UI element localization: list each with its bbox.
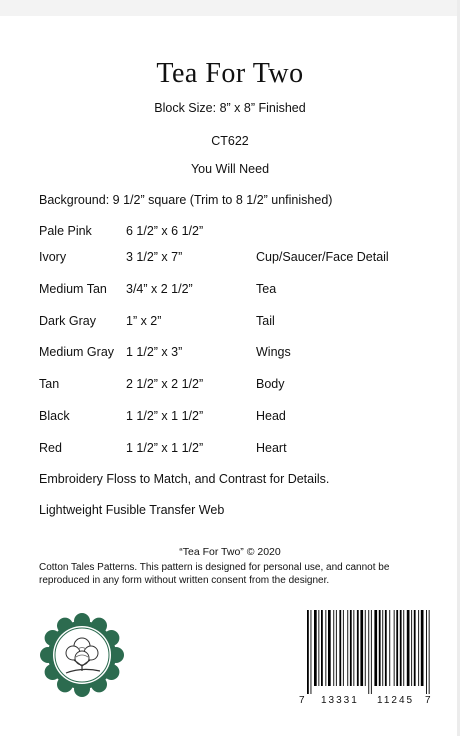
barcode-bar — [382, 610, 383, 686]
barcode-bar — [343, 610, 344, 686]
barcode-bar — [394, 610, 395, 686]
cotton-boll-logo-icon — [40, 613, 124, 697]
fabric-name: Tan — [39, 377, 60, 391]
top-band — [0, 0, 460, 16]
barcode-bar — [318, 610, 319, 686]
barcode-bar — [426, 610, 427, 694]
barcode-bar — [307, 610, 309, 694]
barcode-bar — [333, 610, 334, 686]
barcode-bars — [297, 610, 437, 694]
barcode-bar — [325, 610, 326, 686]
fabric-row — [39, 282, 439, 300]
barcode-bar — [371, 610, 372, 694]
fabric-name: Black — [39, 409, 70, 423]
fabric-size: 1 1/2” x 3” — [126, 345, 183, 359]
fabric-size: 6 1/2” x 6 1/2” — [126, 224, 204, 238]
barcode-bar — [403, 610, 404, 686]
barcode-bar — [339, 610, 341, 686]
fabric-row — [39, 441, 439, 459]
barcode-bar — [350, 610, 352, 686]
embroidery-note: Embroidery Floss to Match, and Contrast for Details. — [39, 472, 330, 486]
fabric-use: Tea — [256, 282, 277, 296]
barcode-digit-left: 7 — [299, 695, 305, 706]
barcode-group-2: 11245 — [377, 695, 415, 706]
barcode-bar — [396, 610, 398, 686]
barcode-bar — [414, 610, 416, 686]
pattern-code: CT622 — [211, 134, 249, 148]
fabric-row — [39, 409, 439, 427]
fabric-size: 1 1/2” x 1 1/2” — [126, 409, 204, 423]
barcode-bar — [411, 610, 412, 686]
fabric-use: Wings — [256, 345, 291, 359]
fabric-use: Cup/Saucer/Face Detail — [256, 250, 389, 264]
barcode-bar — [347, 610, 348, 686]
fabric-name: Medium Gray — [39, 345, 115, 359]
barcode-group-1: 13331 — [321, 695, 359, 706]
barcode-bar — [368, 610, 369, 694]
fabric-row — [39, 224, 439, 242]
fabric-size: 1 1/2” x 1 1/2” — [126, 441, 204, 455]
barcode-bar — [429, 610, 430, 694]
barcode-bar — [385, 610, 387, 686]
barcode-bar — [379, 610, 381, 686]
fabric-size: 3/4” x 2 1/2” — [126, 282, 193, 296]
fabric-row — [39, 345, 439, 363]
barcode — [297, 610, 437, 710]
fabric-row — [39, 377, 439, 395]
barcode-bar — [360, 610, 363, 686]
fabric-size: 2 1/2” x 2 1/2” — [126, 377, 204, 391]
background-requirement: Background: 9 1/2” square (Trim to 8 1/2” unfinished) — [39, 193, 333, 207]
fabric-size: 1” x 2” — [126, 314, 162, 328]
barcode-bar — [311, 610, 312, 694]
you-will-need-heading: You Will Need — [190, 162, 270, 176]
barcode-bar — [400, 610, 402, 686]
fabric-use: Head — [256, 409, 286, 423]
barcode-bar — [336, 610, 337, 686]
barcode-bar — [374, 610, 377, 686]
barcode-bar — [365, 610, 366, 686]
fabric-use: Tail — [256, 314, 275, 328]
barcode-bar — [389, 610, 390, 686]
fabric-use: Heart — [256, 441, 287, 455]
fabric-name: Red — [39, 441, 62, 455]
fabric-use: Body — [256, 377, 285, 391]
barcode-bar — [407, 610, 410, 686]
fabric-name: Dark Gray — [39, 314, 96, 328]
pattern-title: Tea For Two — [156, 58, 304, 89]
fusible-note: Lightweight Fusible Transfer Web — [39, 503, 225, 517]
fabric-size: 3 1/2” x 7” — [126, 250, 183, 264]
barcode-bar — [328, 610, 331, 686]
fabric-name: Medium Tan — [39, 282, 107, 296]
barcode-bar — [357, 610, 359, 686]
barcode-digit-right: 7 — [425, 695, 431, 706]
copyright-title: “Tea For Two” © 2020 — [179, 546, 281, 558]
fabric-row — [39, 250, 439, 268]
block-size: Block Size: 8” x 8” Finished — [154, 101, 306, 115]
fabric-name: Ivory — [39, 250, 67, 264]
barcode-bar — [418, 610, 419, 686]
barcode-bar — [321, 610, 323, 686]
copyright-notice: Cotton Tales Patterns. This pattern is designed for personal use, and cannot be reproduced in any form without written consent from the designer. — [39, 562, 390, 586]
barcode-bar — [421, 610, 424, 686]
fabric-row — [39, 314, 439, 332]
fabric-name: Pale Pink — [39, 224, 92, 238]
barcode-bar — [353, 610, 354, 686]
barcode-bar — [314, 610, 317, 686]
